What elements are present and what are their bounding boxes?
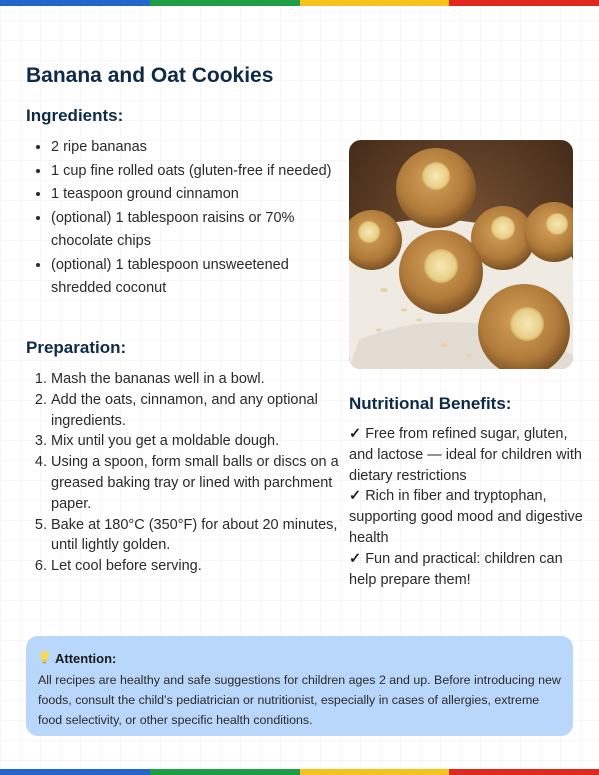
top-color-stripe (0, 0, 599, 6)
stripe-green (150, 769, 300, 775)
lightbulb-icon (38, 650, 51, 667)
benefit-item (349, 549, 584, 591)
benefit-text: Fun and practical: children can help prepare them! (349, 550, 563, 588)
benefit-text: Rich in fiber and tryptophan, supporting good mood and digestive health (349, 488, 583, 546)
stripe-yellow (300, 769, 450, 775)
bottom-color-stripe (0, 769, 599, 775)
attention-text: All recipes are healthy and safe suggestions for children ages 2 and up. Before introducing new foods, consult the child’s pediatrician or nutritionist, especially in cases of allergies, extreme food selectivity, or other specific health conditions. (38, 673, 561, 727)
stripe-red (449, 769, 599, 775)
step-item: 4. Using a spoon, form small balls or discs on a greased baking tray or lined with parchment paper. (51, 452, 351, 514)
check-icon: ✓ (349, 550, 362, 567)
benefit-item (349, 486, 584, 548)
step-item: 5. Bake at 180°C (350°F) for about 20 minutes, until lightly golden. (51, 515, 351, 557)
attention-heading: Attention: (55, 651, 117, 666)
attention-header (38, 650, 561, 667)
stripe-green (150, 0, 300, 6)
stripe-blue (0, 769, 150, 775)
stripe-blue (0, 0, 150, 6)
ingredients-heading: Ingredients: (26, 106, 124, 125)
step-item: 6. Let cool before serving. (51, 556, 351, 577)
step-item: 1. Mash the bananas well in a bowl. (51, 369, 351, 390)
benefit-text: Free from refined sugar, gluten, and lactose — ideal for children with dietary restrictions (349, 426, 582, 484)
ingredient-item: • 1 teaspoon ground cinnamon (51, 183, 351, 207)
benefits-list (349, 424, 584, 590)
ingredients-list (26, 136, 351, 301)
preparation-heading: Preparation: (26, 338, 127, 357)
check-icon: ✓ (349, 426, 362, 442)
cookies-photo (349, 140, 573, 369)
preparation-steps (26, 369, 351, 577)
step-item: 2. Add the oats, cinnamon, and any optional ingredients. (51, 390, 351, 432)
ingredient-item: • (optional) 1 tablespoon unsweetened shredded coconut (51, 254, 351, 301)
check-icon: ✓ (349, 488, 362, 505)
cookies-photo-illustration (349, 140, 573, 369)
step-item: 3. Mix until you get a moldable dough. (51, 431, 351, 452)
benefit-item (349, 424, 584, 486)
attention-box (26, 636, 573, 736)
ingredient-item: • (optional) 1 tablespoon raisins or 70% chocolate chips (51, 207, 351, 254)
ingredient-item: • 1 cup fine rolled oats (gluten-free if needed) (51, 160, 351, 184)
stripe-red (449, 0, 599, 6)
stripe-yellow (300, 0, 450, 6)
benefits-heading: Nutritional Benefits: (349, 394, 512, 413)
ingredient-item: • 2 ripe bananas (51, 136, 351, 160)
recipe-title: Banana and Oat Cookies (26, 64, 274, 87)
